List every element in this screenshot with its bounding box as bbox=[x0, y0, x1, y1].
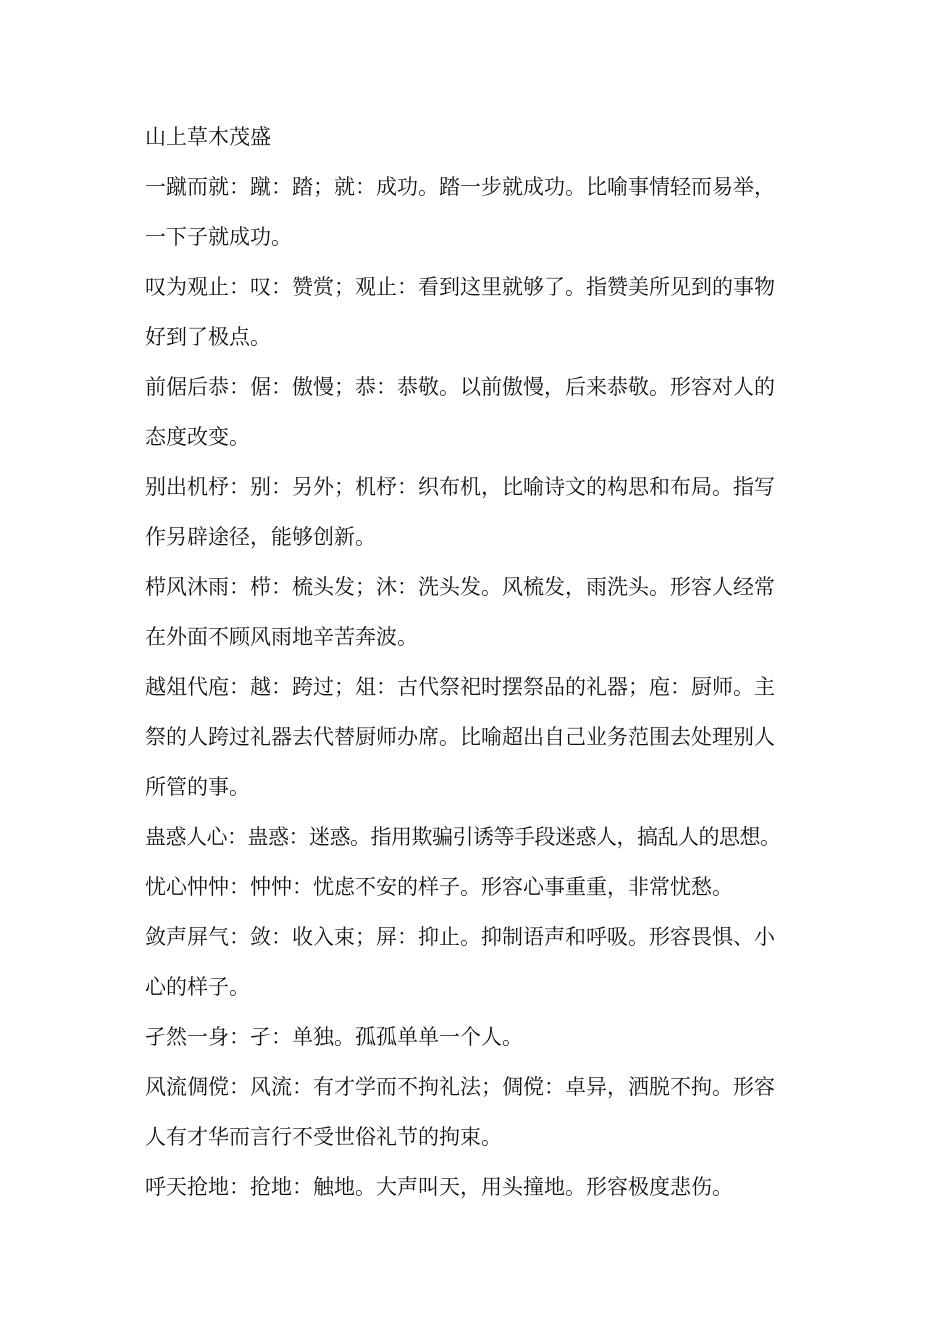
text-line: 风流倜傥：风流：有才学而不拘礼法；倜傥：卓异，洒脱不拘。形容 bbox=[145, 1075, 775, 1099]
text-line: 所管的事。 bbox=[145, 775, 250, 799]
text-line: 孑然一身：孑：单独。孤孤单单一个人。 bbox=[145, 1025, 523, 1049]
text-line: 蛊惑人心：蛊惑：迷惑。指用欺骗引诱等手段迷惑人，搞乱人的思想。 bbox=[145, 825, 781, 849]
text-line: 前倨后恭：倨：傲慢；恭：恭敬。以前傲慢，后来恭敬。形容对人的 bbox=[145, 375, 775, 399]
text-line: 越俎代庖：越：跨过；俎：古代祭祀时摆祭品的礼器；庖：厨师。主 bbox=[145, 675, 775, 699]
text-line: 在外面不顾风雨地辛苦奔波。 bbox=[145, 625, 418, 649]
text-line: 作另辟途径，能够创新。 bbox=[145, 525, 376, 549]
text-line: 好到了极点。 bbox=[145, 325, 271, 349]
text-line: 态度改变。 bbox=[145, 425, 250, 449]
text-line: 山上草木茂盛 bbox=[145, 125, 271, 149]
text-line: 一下子就成功。 bbox=[145, 225, 292, 249]
text-line: 人有才华而言行不受世俗礼节的拘束。 bbox=[145, 1125, 502, 1149]
text-line: 敛声屏气：敛：收入束；屏：抑止。抑制语声和呼吸。形容畏惧、小 bbox=[145, 925, 775, 949]
document-body bbox=[145, 112, 815, 1212]
text-line: 呼天抢地：抢地：触地。大声叫天，用头撞地。形容极度悲伤。 bbox=[145, 1175, 733, 1199]
text-line: 忧心忡忡：忡忡：忧虑不安的样子。形容心事重重，非常忧愁。 bbox=[145, 875, 733, 899]
text-line: 别出机杼：别：另外；机杼：织布机，比喻诗文的构思和布局。指写 bbox=[145, 475, 775, 499]
text-line: 栉风沐雨：栉：梳头发；沐：洗头发。风梳发，雨洗头。形容人经常 bbox=[145, 575, 775, 599]
text-line: 一蹴而就：蹴：踏；就：成功。踏一步就成功。比喻事情轻而易举， bbox=[145, 175, 775, 199]
text-line: 叹为观止：叹：赞赏；观止：看到这里就够了。指赞美所见到的事物 bbox=[145, 275, 775, 299]
text-line: 祭的人跨过礼器去代替厨师办席。比喻超出自己业务范围去处理别人 bbox=[145, 725, 775, 749]
text-line: 心的样子。 bbox=[145, 975, 250, 999]
